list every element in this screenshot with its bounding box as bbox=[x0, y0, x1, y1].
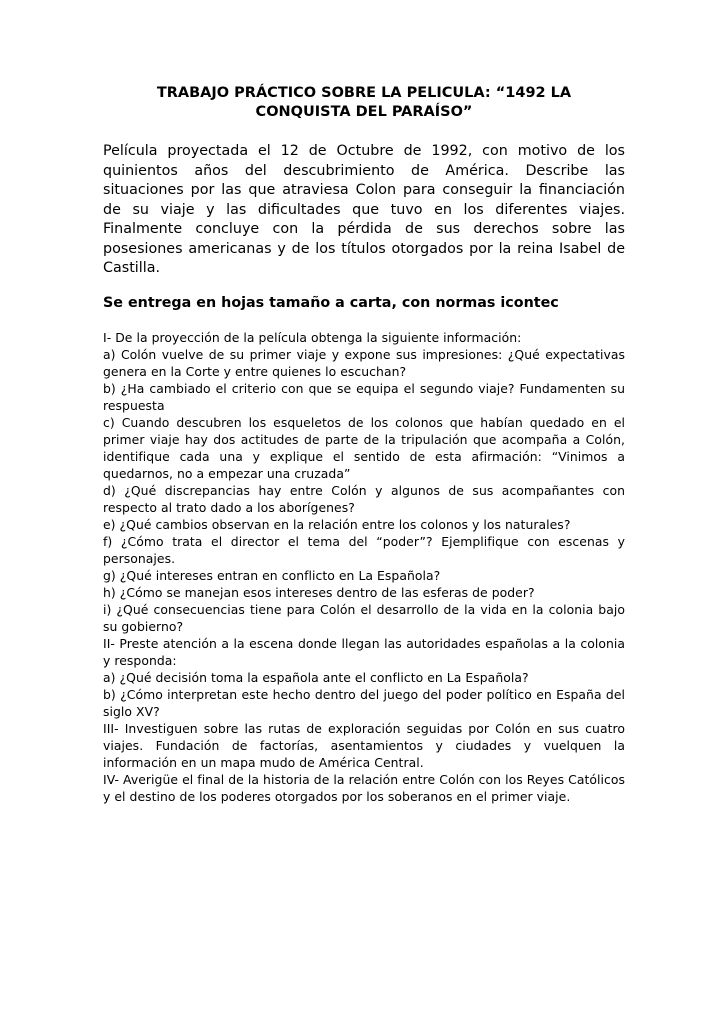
title-line-1: TRABAJO PRÁCTICO SOBRE LA PELICULA: “1492 LA bbox=[156, 85, 572, 101]
question-f: f) ¿Cómo trata el director el tema del “poder”? Ejemplifique con escenas y personajes. bbox=[103, 533, 625, 566]
section-iv: IV- Averigüe el final de la historia de la relación entre Colón con los Reyes Católicos y el destino de los poderes otorgados por los soberanos en el primer viaje. bbox=[103, 771, 625, 804]
delivery-instructions: Se entrega en hojas tamaño a carta, con normas icontec bbox=[103, 294, 559, 311]
section-iii: III- Investiguen sobre las rutas de exploración seguidas por Colón en sus cuatro viajes. Fundación de factorías, asentamientos y ciudades y vuelquen la información en un mapa mudo de América Central. bbox=[103, 720, 625, 770]
question-h: h) ¿Cómo se manejan esos intereses dentro de las esferas de poder? bbox=[103, 584, 535, 600]
intro-paragraph: Película proyectada el 12 de Octubre de 1992, con motivo de los quinientos años del descubrimiento de América. Describe las situaciones por las que atraviesa Colon para conseguir la financiación de su viaje y las dificultades que tuvo en los diferentes viajes. Finalmente concluye con la pérdida de sus derechos sobre las posesiones americanas y de los títulos otorgados por la reina Isabel de Castilla. bbox=[103, 143, 625, 276]
title-line-2: CONQUISTA DEL PARAÍSO” bbox=[255, 104, 473, 120]
question-g: g) ¿Qué intereses entran en conflicto en La Española? bbox=[103, 567, 441, 583]
question-i: i) ¿Qué consecuencias tiene para Colón el desarrollo de la vida en la colonia bajo su gobierno? bbox=[103, 601, 625, 634]
section-ii-heading: II- Preste atención a la escena donde llegan las autoridades españolas a la colonia y responda: bbox=[103, 635, 625, 668]
section-ii-question-a: a) ¿Qué decisión toma la española ante el conflicto en La Española? bbox=[103, 669, 529, 685]
question-e: e) ¿Qué cambios observan en la relación entre los colonos y los naturales? bbox=[103, 516, 571, 532]
section-ii-question-b: b) ¿Cómo interpretan este hecho dentro del juego del poder político en España del siglo XV? bbox=[103, 686, 625, 719]
section-i-heading: I- De la proyección de la película obtenga la siguiente información: bbox=[103, 329, 522, 345]
questions-list bbox=[103, 329, 625, 805]
document-page bbox=[103, 84, 625, 805]
question-a: a) Colón vuelve de su primer viaje y expone sus impresiones: ¿Qué expectativas genera en la Corte y entre quienes lo escuchan? bbox=[103, 346, 625, 379]
document-title bbox=[103, 84, 625, 122]
question-d: d) ¿Qué discrepancias hay entre Colón y algunos de sus acompañantes con respecto al trato dado a los aborígenes? bbox=[103, 482, 625, 515]
question-c: c) Cuando descubren los esqueletos de los colonos que habían quedado en el primer viaje hay dos actitudes de parte de la tripulación que acompaña a Colón, identifique cada una y explique el sentido de esta afirmación: “Vinimos a quedarnos, no a empezar una cruzada” bbox=[103, 414, 625, 481]
question-b: b) ¿Ha cambiado el criterio con que se equipa el segundo viaje? Fundamenten su respuesta bbox=[103, 380, 625, 413]
